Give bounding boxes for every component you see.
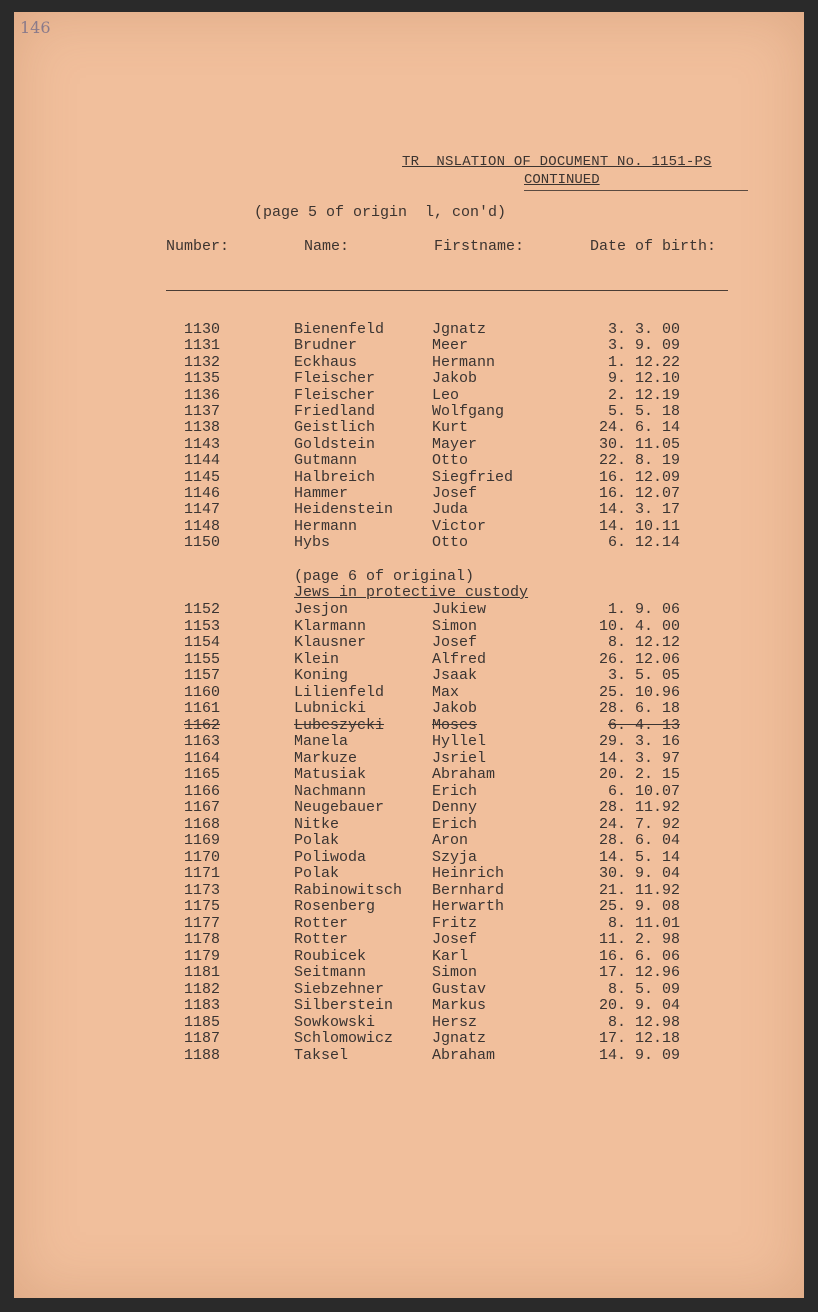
entry-number: 1153 (184, 617, 221, 635)
entry-number: 1137 (184, 403, 221, 420)
document-subtitle: CONTINUED (524, 172, 600, 188)
table-row (14, 998, 804, 1014)
entry-name: Siebzehner (294, 980, 385, 998)
column-header-name: Name: (304, 238, 350, 255)
entry-firstname: Alfred (432, 650, 487, 668)
entry-number: 1154 (184, 634, 221, 651)
entry-date-of-birth: 28. 6. 18 (598, 700, 680, 717)
entry-date-of-birth: 21. 11.92 (598, 881, 680, 899)
table-row (14, 916, 804, 932)
entry-number: 1173 (184, 881, 221, 899)
entry-name: Lilienfeld (294, 683, 385, 701)
table-row (14, 1031, 804, 1047)
entry-number: 1161 (184, 700, 221, 717)
table-row (14, 767, 804, 783)
entry-date-of-birth: 17. 12.18 (598, 1030, 680, 1047)
entry-firstname: Erich (432, 782, 478, 800)
entry-name: Hammer (294, 485, 349, 502)
entry-number: 1185 (184, 1013, 221, 1031)
table-row (14, 883, 804, 899)
entry-date-of-birth: 6. 10.07 (607, 782, 680, 800)
entry-name: Hermann (294, 517, 358, 535)
table-row (14, 486, 804, 502)
entry-number: 1171 (184, 865, 221, 882)
entry-name: Nitke (294, 815, 340, 833)
entry-date-of-birth: 10. 4. 00 (598, 617, 680, 635)
entry-name: Gutmann (294, 452, 358, 470)
entry-number: 1179 (184, 947, 221, 965)
table-row (14, 635, 804, 651)
entry-firstname: Jsaak (432, 667, 478, 684)
entry-number: 1177 (184, 914, 221, 932)
entry-firstname: Mayer (432, 435, 478, 453)
entry-number: 1163 (184, 733, 221, 750)
entry-date-of-birth: 16. 12.09 (598, 468, 680, 486)
entry-date-of-birth: 24. 7. 92 (598, 815, 680, 833)
entry-number: 1143 (184, 435, 221, 453)
entry-firstname: Gustav (432, 980, 487, 998)
entry-number: 1167 (184, 799, 221, 816)
table-row (14, 899, 804, 915)
entry-name: Brudner (294, 337, 358, 355)
entry-date-of-birth: 8. 12.12 (607, 634, 680, 651)
entry-firstname: Jgnatz (432, 321, 487, 338)
entry-number: 1165 (184, 766, 221, 783)
entry-name: Roubicek (294, 947, 367, 965)
entry-number: 1146 (184, 485, 221, 502)
entry-name: Poliwoda (294, 848, 367, 866)
table-row (14, 355, 804, 371)
section-heading: Jews in protective custody (294, 584, 529, 601)
table-row (14, 519, 804, 535)
entry-firstname: Otto (432, 452, 469, 470)
entry-number: 1162 (184, 716, 221, 734)
entry-name: Klausner (294, 634, 367, 651)
entry-firstname: Bernhard (432, 881, 505, 899)
entry-date-of-birth: 11. 2. 98 (598, 931, 680, 948)
entry-firstname: Abraham (432, 1046, 496, 1064)
entry-name: Friedland (294, 403, 376, 420)
entry-number: 1152 (184, 601, 221, 618)
table-row (14, 502, 804, 518)
table-row (14, 371, 804, 387)
table-row (14, 338, 804, 354)
entry-firstname: Otto (432, 534, 469, 552)
table-row (14, 718, 804, 734)
entry-firstname: Kurt (432, 419, 469, 437)
entry-date-of-birth: 3. 5. 05 (607, 667, 680, 684)
entry-date-of-birth: 14. 3. 17 (598, 501, 680, 519)
entry-firstname: Hersz (432, 1013, 478, 1031)
entry-number: 1170 (184, 848, 221, 866)
entry-date-of-birth: 24. 6. 14 (598, 419, 680, 437)
table-row (14, 850, 804, 866)
entry-firstname: Siegfried (432, 468, 514, 486)
entry-firstname: Max (432, 683, 460, 701)
entry-name: Fleischer (294, 370, 376, 388)
entry-name: Nachmann (294, 782, 367, 800)
entry-firstname: Hyllel (432, 733, 487, 750)
entry-name: Halbreich (294, 468, 376, 486)
entry-number: 1181 (184, 964, 221, 981)
entry-firstname: Abraham (432, 766, 496, 783)
entry-name: Taksel (294, 1046, 349, 1064)
entry-name: Koning (294, 667, 349, 684)
entry-date-of-birth: 28. 6. 04 (598, 832, 680, 849)
entry-firstname: Simon (432, 617, 478, 635)
entry-date-of-birth: 14. 3. 97 (598, 749, 680, 767)
entry-name: Bienenfeld (294, 321, 385, 338)
entry-firstname: Victor (432, 517, 487, 535)
column-header-date-of-birth: Date of birth: (590, 238, 717, 255)
entry-date-of-birth: 30. 11.05 (598, 435, 680, 453)
entry-firstname: Jakob (432, 700, 478, 717)
entry-name: Jesjon (294, 601, 349, 618)
entry-number: 1136 (184, 386, 221, 404)
entry-name: Seitmann (294, 964, 367, 981)
entry-firstname: Fritz (432, 914, 478, 932)
entry-number: 1145 (184, 468, 221, 486)
entry-name: Neugebauer (294, 799, 385, 816)
entry-date-of-birth: 26. 12.06 (598, 650, 680, 668)
entry-firstname: Szyja (432, 848, 478, 866)
entry-name: Eckhaus (294, 353, 358, 371)
entry-number: 1138 (184, 419, 221, 437)
entry-name: Sowkowski (294, 1013, 376, 1031)
entry-name: Polak (294, 865, 340, 882)
table-row (14, 404, 804, 420)
entry-firstname: Simon (432, 964, 478, 981)
entry-name: Manela (294, 733, 349, 750)
entry-name: Fleischer (294, 386, 376, 404)
entry-firstname: Denny (432, 799, 478, 816)
entry-date-of-birth: 16. 6. 06 (598, 947, 680, 965)
entry-firstname: Leo (432, 386, 460, 404)
table-row (14, 965, 804, 981)
entry-name: Klarmann (294, 617, 367, 635)
entry-number: 1135 (184, 370, 221, 388)
entry-name: Polak (294, 832, 340, 849)
entry-name: Klein (294, 650, 340, 668)
entry-name: Heidenstein (294, 501, 394, 519)
entry-firstname: Meer (432, 337, 469, 355)
entry-name: Hybs (294, 534, 331, 552)
entry-date-of-birth: 17. 12.96 (598, 964, 680, 981)
entry-date-of-birth: 5. 5. 18 (607, 403, 680, 420)
entry-date-of-birth: 14. 5. 14 (598, 848, 680, 866)
entry-number: 1168 (184, 815, 221, 833)
entry-date-of-birth: 3. 3. 00 (607, 321, 680, 338)
table-row (14, 751, 804, 767)
entry-date-of-birth: 28. 11.92 (598, 799, 680, 816)
entry-date-of-birth: 25. 10.96 (598, 683, 680, 701)
table-row (14, 817, 804, 833)
table-row (14, 833, 804, 849)
entry-firstname: Herwarth (432, 898, 505, 915)
table-row (14, 949, 804, 965)
entry-number: 1175 (184, 898, 221, 915)
entry-number: 1147 (184, 501, 221, 519)
table-row (14, 453, 804, 469)
header-divider (166, 290, 728, 291)
entry-number: 1169 (184, 832, 221, 849)
entry-firstname: Wolfgang (432, 403, 505, 420)
entry-name: Schlomowicz (294, 1030, 394, 1047)
entry-date-of-birth: 30. 9. 04 (598, 865, 680, 882)
entry-date-of-birth: 6. 12.14 (607, 534, 680, 552)
entry-date-of-birth: 25. 9. 08 (598, 898, 680, 915)
entry-firstname: Jakob (432, 370, 478, 388)
entry-date-of-birth: 29. 3. 16 (598, 733, 680, 750)
entry-number: 1150 (184, 534, 221, 552)
table-row (14, 619, 804, 635)
archive-page-number: 146 (20, 18, 51, 37)
table-row (14, 734, 804, 750)
table-row (14, 685, 804, 701)
entry-firstname: Jgnatz (432, 1030, 487, 1047)
table-row (14, 982, 804, 998)
entry-date-of-birth: 14. 9. 09 (598, 1046, 680, 1064)
table-row (14, 652, 804, 668)
entry-number: 1166 (184, 782, 221, 800)
table-row (14, 470, 804, 486)
entry-name: Rotter (294, 931, 349, 948)
entry-date-of-birth: 1. 9. 06 (607, 601, 680, 618)
entry-firstname: Aron (432, 832, 469, 849)
entry-firstname: Jsriel (432, 749, 487, 767)
entry-number: 1132 (184, 353, 221, 371)
document-page (14, 12, 804, 1298)
page-reference: (page 5 of origin l, con'd) (254, 204, 507, 221)
table-row (14, 437, 804, 453)
entry-firstname: Josef (432, 485, 478, 502)
entry-number: 1148 (184, 517, 221, 535)
column-header-firstname: Firstname: (434, 238, 525, 255)
entry-number: 1144 (184, 452, 221, 470)
entry-number: 1160 (184, 683, 221, 701)
table-row (14, 932, 804, 948)
entry-number: 1188 (184, 1046, 221, 1064)
entry-date-of-birth: 14. 10.11 (598, 517, 680, 535)
table-row (14, 800, 804, 816)
entry-firstname: Karl (432, 947, 469, 965)
entry-date-of-birth: 16. 12.07 (598, 485, 680, 502)
document-title: TR NSLATION OF DOCUMENT No. 1151-PS (402, 154, 712, 170)
entry-number: 1130 (184, 321, 221, 338)
entry-name: Rabinowitsch (294, 881, 403, 899)
entry-firstname: Markus (432, 997, 487, 1014)
entry-name: Rosenberg (294, 898, 376, 915)
title-underline (524, 190, 748, 191)
entry-name: Lubnicki (294, 700, 367, 717)
entry-date-of-birth: 20. 9. 04 (598, 997, 680, 1014)
table-row (14, 602, 804, 618)
table-row (14, 322, 804, 338)
entry-number: 1182 (184, 980, 221, 998)
entry-firstname: Erich (432, 815, 478, 833)
table-row (14, 388, 804, 404)
entry-date-of-birth: 1. 12.22 (607, 353, 680, 371)
table-row (14, 1015, 804, 1031)
entry-date-of-birth: 6. 4. 13 (607, 716, 680, 734)
entry-firstname: Juda (432, 501, 469, 519)
entry-firstname: Josef (432, 634, 478, 651)
entry-date-of-birth: 2. 12.19 (607, 386, 680, 404)
entry-date-of-birth: 22. 8. 19 (598, 452, 680, 470)
entry-number: 1183 (184, 997, 221, 1014)
entry-date-of-birth: 9. 12.10 (607, 370, 680, 388)
entry-number: 1157 (184, 667, 221, 684)
entry-name: Geistlich (294, 419, 376, 437)
entry-firstname: Heinrich (432, 865, 505, 882)
entry-firstname: Josef (432, 931, 478, 948)
entry-number: 1178 (184, 931, 221, 948)
entry-date-of-birth: 20. 2. 15 (598, 766, 680, 783)
entry-name: Goldstein (294, 435, 376, 453)
table-row (14, 1048, 804, 1064)
entry-number: 1155 (184, 650, 221, 668)
table-row (14, 701, 804, 717)
entry-date-of-birth: 3. 9. 09 (607, 337, 680, 355)
entry-firstname: Moses (432, 716, 478, 734)
entry-date-of-birth: 8. 12.98 (607, 1013, 680, 1031)
entry-name: Matusiak (294, 766, 367, 783)
entry-date-of-birth: 8. 11.01 (607, 914, 680, 932)
entry-name: Lubeszycki (294, 716, 385, 734)
entry-firstname: Hermann (432, 353, 496, 371)
table-row (14, 866, 804, 882)
table-row (14, 784, 804, 800)
table-row (14, 535, 804, 551)
entry-name: Silberstein (294, 997, 394, 1014)
entry-number: 1164 (184, 749, 221, 767)
table-row (14, 668, 804, 684)
entry-firstname: Jukiew (432, 601, 487, 618)
section-page-reference: (page 6 of original) (294, 568, 475, 585)
entry-name: Markuze (294, 749, 358, 767)
entry-name: Rotter (294, 914, 349, 932)
entry-number: 1131 (184, 337, 221, 355)
entry-date-of-birth: 8. 5. 09 (607, 980, 680, 998)
column-header-number: Number: (166, 238, 230, 255)
entry-number: 1187 (184, 1030, 221, 1047)
table-row (14, 420, 804, 436)
